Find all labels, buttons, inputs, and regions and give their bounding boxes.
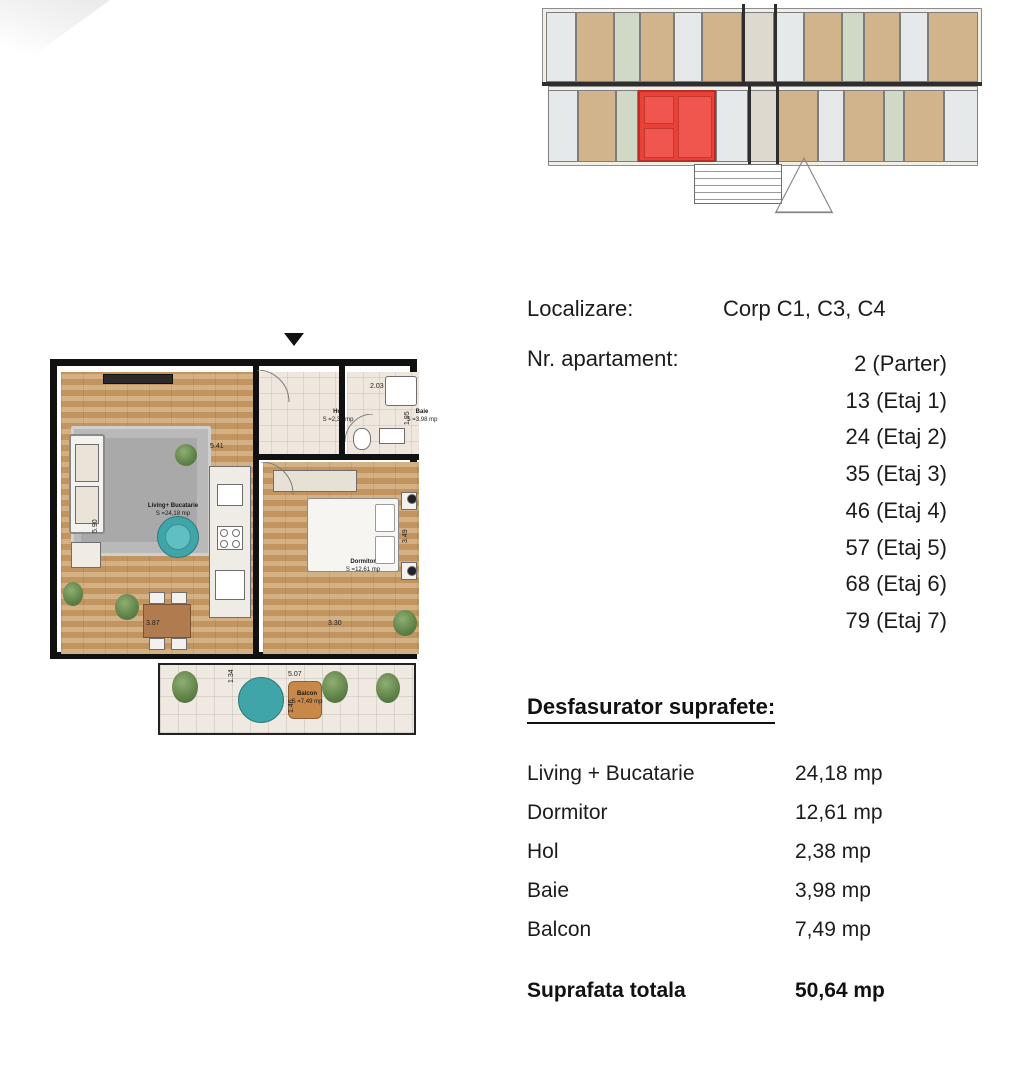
keyplan-unit xyxy=(548,90,578,162)
list-item: 79 (Etaj 7) xyxy=(845,608,947,634)
localizare-row xyxy=(527,296,987,322)
keyplan-wall xyxy=(542,82,982,86)
bathtub xyxy=(385,376,417,406)
kitchen-appliance xyxy=(215,570,245,600)
table-row xyxy=(527,793,947,832)
list-item: 57 (Etaj 5) xyxy=(845,534,947,560)
area-name: Baie xyxy=(527,879,570,903)
keyplan-unit xyxy=(884,90,904,162)
lamp-icon xyxy=(407,566,417,576)
interior-wall xyxy=(253,454,419,460)
lamp-icon xyxy=(407,494,417,504)
keyplan-unit xyxy=(546,12,576,82)
keyplan-wall xyxy=(742,4,745,86)
total-row xyxy=(527,979,947,1003)
keyplan-unit xyxy=(818,90,844,162)
dining-chair xyxy=(171,592,187,604)
keyplan-unit xyxy=(716,90,748,162)
keyplan-unit xyxy=(578,90,616,162)
apartment-numbers-list xyxy=(777,346,947,640)
keyplan-unit xyxy=(616,90,638,162)
list-item: 35 (Etaj 3) xyxy=(845,461,947,487)
dimension-label: 2.03 xyxy=(370,383,384,390)
dining-chair xyxy=(171,638,187,650)
apartment-floor-plan xyxy=(40,333,465,753)
plant-decor xyxy=(393,610,417,636)
plant-decor xyxy=(115,594,139,620)
armchair-furniture xyxy=(71,542,101,568)
door-icon xyxy=(261,462,295,496)
plant-decor xyxy=(172,671,198,703)
localizare-label: Localizare: xyxy=(527,296,634,321)
interior-wall xyxy=(253,458,259,654)
keyplan-stair-block xyxy=(694,164,782,204)
keyplan-roof-triangle-icon xyxy=(774,156,834,214)
keyplan-unit xyxy=(944,90,978,162)
dimension-label: 3.87 xyxy=(146,620,160,627)
area-name: Balcon xyxy=(527,918,592,942)
bed-pillow xyxy=(375,504,395,532)
area-name: Dormitor xyxy=(527,800,608,824)
list-item: 24 (Etaj 2) xyxy=(845,424,947,450)
dimension-label: 3.49 xyxy=(402,529,409,543)
apartment-outline xyxy=(50,359,417,659)
dimension-label: 5.41 xyxy=(210,443,224,450)
keyplan-unit xyxy=(844,90,884,162)
keyplan-unit xyxy=(674,12,702,82)
list-item: 2 (Parter) xyxy=(854,351,947,376)
apartment-info-panel xyxy=(527,296,987,1003)
keyplan-wall xyxy=(748,86,751,164)
sofa-cushion xyxy=(75,444,99,482)
area-value: 24,18 mp xyxy=(795,761,883,785)
room-label-baie: Baie S =3,98 mp xyxy=(406,409,438,423)
dimension-label: 3.30 xyxy=(328,620,342,627)
dimension-label: 5.90 xyxy=(92,519,99,533)
area-value: 7,49 mp xyxy=(795,918,871,942)
table-row xyxy=(527,910,947,949)
area-value: 12,61 mp xyxy=(795,800,883,824)
apartment-numbers-block xyxy=(527,346,987,640)
areas-table xyxy=(527,754,947,1003)
room-label-hol: Hol S =2,38 mp xyxy=(322,409,354,423)
total-value: 50,64 mp xyxy=(795,979,885,1003)
keyplan-highlight-room xyxy=(678,96,712,158)
keyplan-unit xyxy=(576,12,614,82)
keyplan-core xyxy=(748,90,778,162)
keyplan-highlight-room xyxy=(644,128,674,158)
total-label: Suprafata totala xyxy=(527,979,686,1003)
table-row xyxy=(527,871,947,910)
keyplan-unit xyxy=(702,12,742,82)
corner-fold-decoration xyxy=(0,0,110,80)
list-item: 46 (Etaj 4) xyxy=(845,497,947,523)
keyplan-core xyxy=(742,12,774,82)
coffee-table-top xyxy=(165,524,191,550)
keyplan-wall xyxy=(774,4,777,86)
dining-chair xyxy=(149,592,165,604)
apartment-numbers-label: Nr. apartament: xyxy=(527,346,679,371)
plant-decor xyxy=(63,582,83,606)
areas-section-title: Desfasurator suprafete: xyxy=(527,694,775,724)
dimension-label: 1.46 xyxy=(288,699,295,713)
plant-decor xyxy=(376,673,400,703)
keyplan-highlight-room xyxy=(644,96,674,124)
keyplan-unit xyxy=(900,12,928,82)
entrance-arrow-icon xyxy=(284,333,304,346)
table-row xyxy=(527,832,947,871)
keyplan-unit xyxy=(640,12,674,82)
keyplan-unit xyxy=(842,12,864,82)
dimension-label: 1.95 xyxy=(404,411,411,425)
dimension-label: 5.07 xyxy=(288,671,302,678)
keyplan-unit xyxy=(614,12,640,82)
sink xyxy=(379,428,405,444)
tv-unit xyxy=(103,374,173,384)
area-value: 2,38 mp xyxy=(795,839,871,863)
room-label-balcon: Balcon S =7,49 mp xyxy=(291,691,323,705)
dining-chair xyxy=(149,638,165,650)
plant-decor xyxy=(175,444,197,466)
list-item: 68 (Etaj 6) xyxy=(845,571,947,597)
dimension-label: 1.34 xyxy=(228,669,235,683)
keyplan-unit xyxy=(774,12,804,82)
area-value: 3,98 mp xyxy=(795,879,871,903)
keyplan-unit xyxy=(804,12,842,82)
list-item: 13 (Etaj 1) xyxy=(845,387,947,413)
building-floor-key-plan xyxy=(512,4,982,226)
area-name: Hol xyxy=(527,839,559,863)
keyplan-highlighted-apartment xyxy=(638,90,716,162)
keyplan-unit xyxy=(864,12,900,82)
room-label-living: Living+ Bucatarie S =24,18 mp xyxy=(147,503,199,517)
area-name: Living + Bucatarie xyxy=(527,761,695,785)
keyplan-wall xyxy=(776,86,779,164)
localizare-value: Corp C1, C3, C4 xyxy=(723,296,886,321)
keyplan-unit xyxy=(928,12,978,82)
keyplan-unit xyxy=(904,90,944,162)
keyplan-unit xyxy=(778,90,818,162)
door-icon xyxy=(257,370,291,404)
kitchen-sink xyxy=(217,484,243,506)
table-row xyxy=(527,754,947,793)
room-label-dormitor: Dormitor S =12,61 mp xyxy=(345,559,381,573)
